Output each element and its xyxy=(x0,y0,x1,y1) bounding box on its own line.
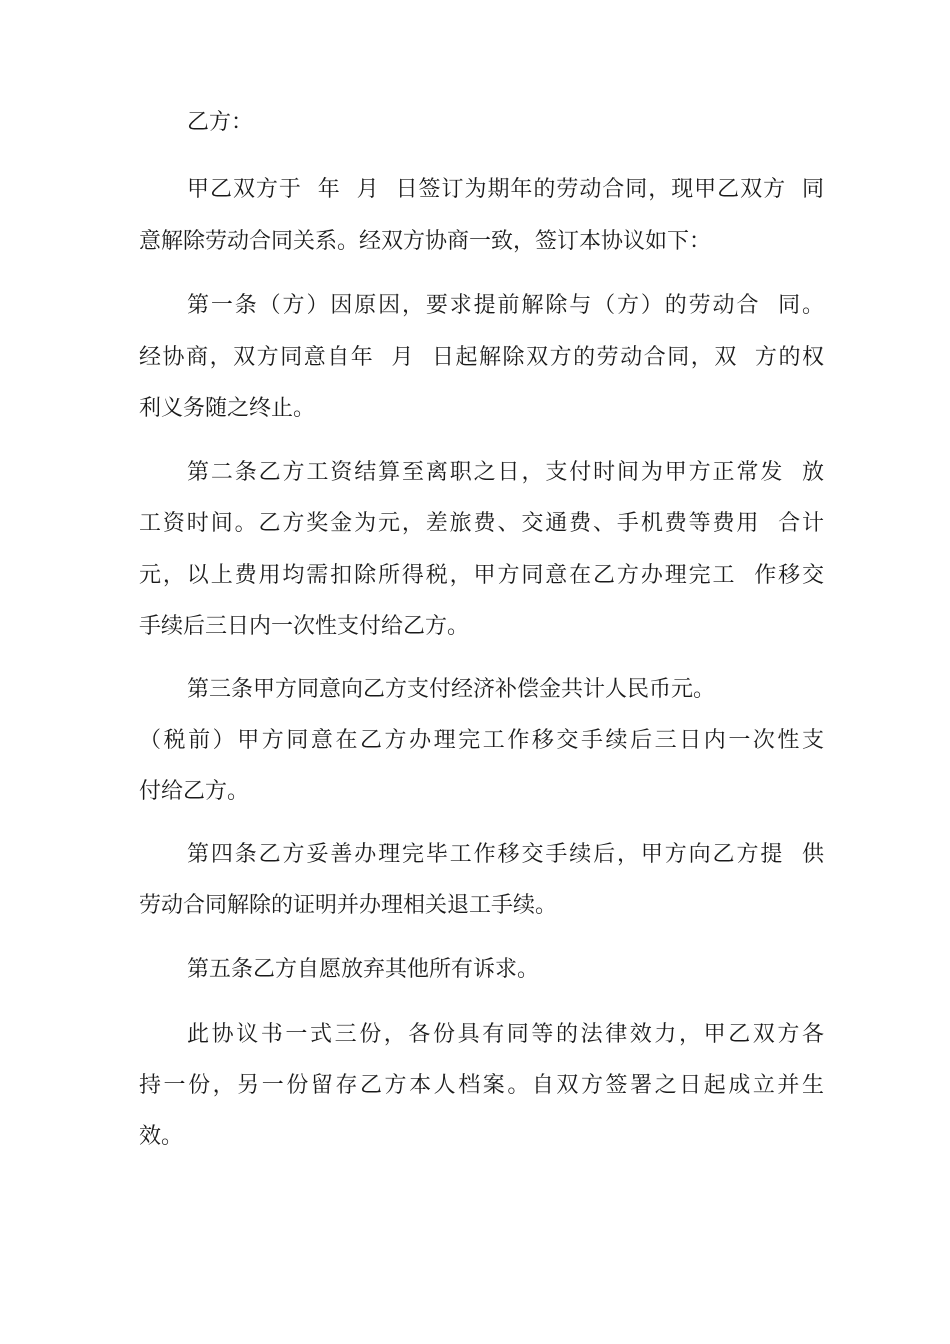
party-b-label: 乙方： xyxy=(187,110,254,135)
paragraph-intro-line-1: 甲乙双方于 年 月 日签订为期年的劳动合同，现甲乙双方 同 xyxy=(187,177,824,202)
article-4-line-2: 劳动合同解除的证明并办理相关退工手续。 xyxy=(139,893,558,918)
paragraph-intro-line-2: 意解除劳动合同关系。经双方协商一致，签订本协议如下： xyxy=(139,229,712,254)
article-2-line-3: 元，以上费用均需扣除所得税，甲方同意在乙方办理完工 作移交 xyxy=(139,563,824,588)
article-3-line-2: （税前）甲方同意在乙方办理完工作移交手续后三日内一次性支 xyxy=(139,728,824,753)
article-3-line-1: 第三条甲方同意向乙方支付经济补偿金共计人民币元。 xyxy=(187,677,716,702)
article-1-line-1: 第一条（方）因原因，要求提前解除与（方）的劳动合 同。 xyxy=(187,293,824,318)
closing-line-1: 此协议书一式三份，各份具有同等的法律效力，甲乙双方各 xyxy=(187,1022,824,1047)
article-2-line-1: 第二条乙方工资结算至离职之日，支付时间为甲方正常发 放 xyxy=(187,460,824,485)
article-2-line-4: 手续后三日内一次性支付给乙方。 xyxy=(139,614,470,639)
article-3-line-3: 付给乙方。 xyxy=(139,779,250,804)
article-5-line-1: 第五条乙方自愿放弃其他所有诉求。 xyxy=(187,957,540,982)
closing-line-3: 效。 xyxy=(139,1124,184,1149)
article-1-line-2: 经协商，双方同意自年 月 日起解除双方的劳动合同，双 方的权 xyxy=(139,345,824,370)
article-4-line-1: 第四条乙方妥善办理完毕工作移交手续后，甲方向乙方提 供 xyxy=(187,842,824,867)
article-2-line-2: 工资时间。乙方奖金为元，差旅费、交通费、手机费等费用 合计 xyxy=(139,511,824,536)
article-1-line-3: 利义务随之终止。 xyxy=(139,396,316,421)
closing-line-2: 持一份，另一份留存乙方本人档案。自双方签署之日起成立并生 xyxy=(139,1073,824,1098)
